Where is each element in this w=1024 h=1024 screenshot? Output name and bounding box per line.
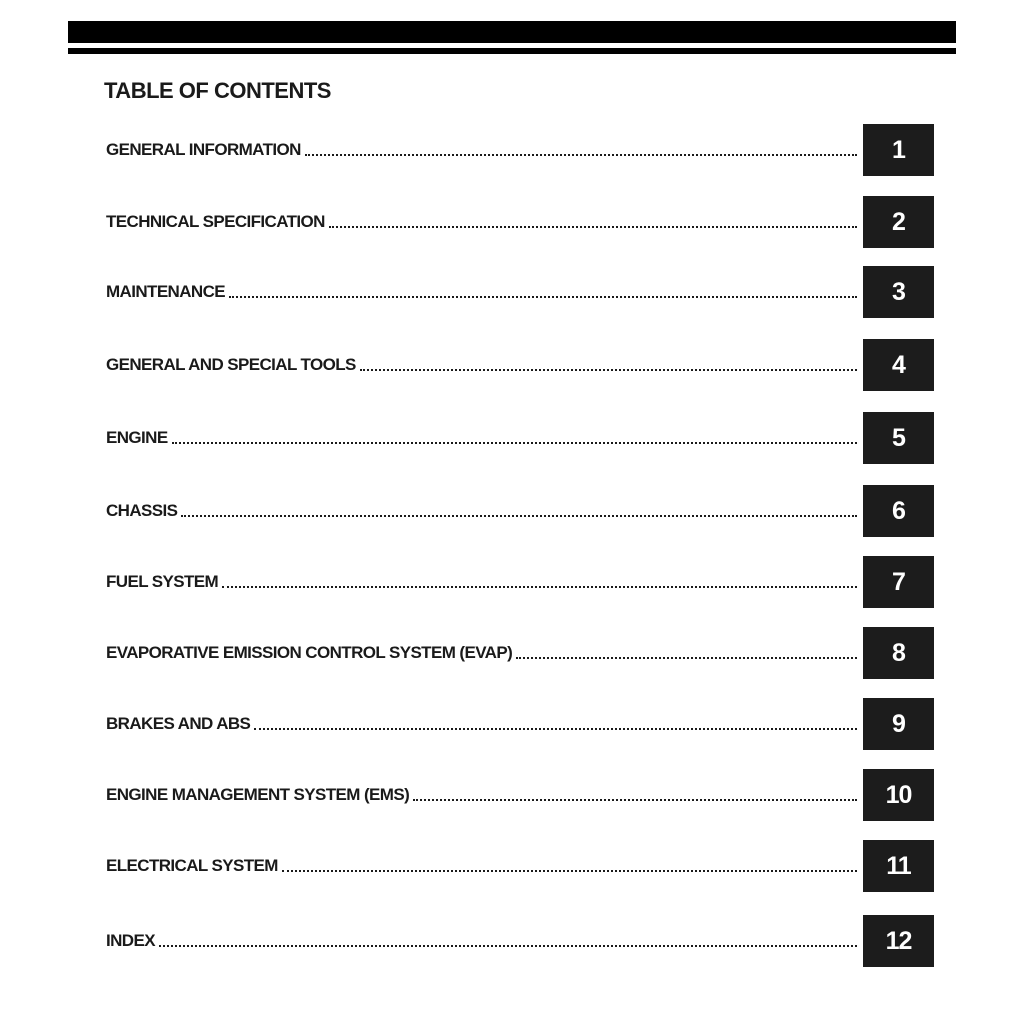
toc-entry-label: CHASSIS: [106, 501, 178, 520]
toc-entry-label: ENGINE: [106, 428, 168, 447]
section-tab[interactable]: 7: [863, 556, 934, 608]
toc-entry-label: INDEX: [106, 931, 155, 950]
toc-entry-general-information[interactable]: [106, 124, 934, 176]
section-tab[interactable]: 5: [863, 412, 934, 464]
dot-leader: [181, 515, 857, 517]
toc-entry-label: ENGINE MANAGEMENT SYSTEM (EMS): [106, 785, 410, 804]
toc-entry-label: GENERAL AND SPECIAL TOOLS: [106, 355, 356, 374]
dot-leader: [360, 369, 857, 371]
toc-entry-engine[interactable]: [106, 412, 934, 464]
section-tab[interactable]: 3: [863, 266, 934, 318]
section-tab[interactable]: 12: [863, 915, 934, 967]
section-tab[interactable]: 1: [863, 124, 934, 176]
section-tab[interactable]: 2: [863, 196, 934, 248]
toc-entry-label: MAINTENANCE: [106, 282, 226, 301]
page-title: TABLE OF CONTENTS: [104, 78, 331, 103]
section-tab[interactable]: 11: [863, 840, 934, 892]
toc-entry-label: EVAPORATIVE EMISSION CONTROL SYSTEM (EVAP): [106, 643, 513, 662]
toc-entry-fuel-system[interactable]: [106, 556, 934, 608]
toc-entry-chassis[interactable]: [106, 485, 934, 537]
toc-entry-label: ELECTRICAL SYSTEM: [106, 856, 278, 875]
toc-entry-index[interactable]: [106, 915, 934, 967]
toc-entry-label: BRAKES AND ABS: [106, 714, 251, 733]
dot-leader: [159, 945, 857, 947]
toc-entry-technical-specification[interactable]: [106, 196, 934, 248]
dot-leader: [254, 728, 857, 730]
toc-entry-label: TECHNICAL SPECIFICATION: [106, 212, 325, 231]
section-tab[interactable]: 9: [863, 698, 934, 750]
section-tab[interactable]: 8: [863, 627, 934, 679]
dot-leader: [413, 799, 857, 801]
dot-leader: [172, 442, 857, 444]
dot-leader: [305, 154, 857, 156]
dot-leader: [516, 657, 857, 659]
toc-entry-evaporative-emission-control-system[interactable]: [106, 627, 934, 679]
toc-entry-electrical-system[interactable]: [106, 840, 934, 892]
toc-entry-general-and-special-tools[interactable]: [106, 339, 934, 391]
dot-leader: [329, 226, 857, 228]
toc-entry-engine-management-system[interactable]: [106, 769, 934, 821]
section-tab[interactable]: 10: [863, 769, 934, 821]
section-tab[interactable]: 4: [863, 339, 934, 391]
dot-leader: [282, 870, 857, 872]
section-tab[interactable]: 6: [863, 485, 934, 537]
toc-entry-label: GENERAL INFORMATION: [106, 140, 301, 159]
dot-leader: [222, 586, 857, 588]
toc-entry-brakes-and-abs[interactable]: [106, 698, 934, 750]
toc-entry-maintenance[interactable]: [106, 266, 934, 318]
toc-entry-label: FUEL SYSTEM: [106, 572, 219, 591]
dot-leader: [229, 296, 857, 298]
